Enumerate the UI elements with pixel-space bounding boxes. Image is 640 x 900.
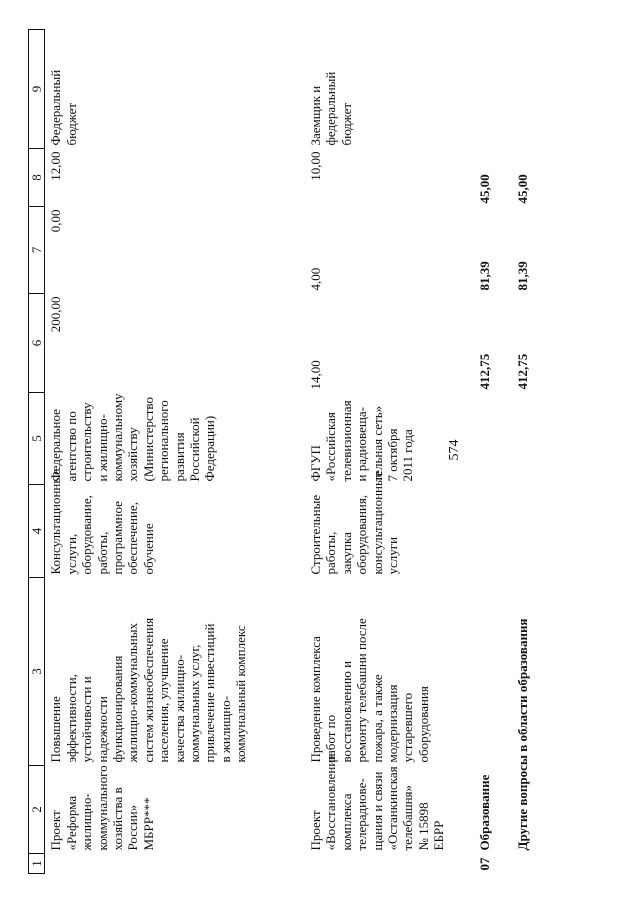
amount-col8: 45,00 — [514, 174, 530, 204]
header-cell: 8 — [29, 149, 45, 207]
amount-col6: 200,00 — [48, 296, 64, 333]
header-cell: 4 — [29, 485, 45, 578]
funding-source: Федеральный бюджет — [48, 69, 79, 146]
header-row — [29, 30, 45, 874]
amount-col7: 0,00 — [48, 209, 64, 233]
section-code — [513, 854, 543, 874]
section-code — [305, 854, 475, 874]
project-executor: Федеральное агентство по строительству и жилищно- коммунальному хозяйству (Министерство регионального развития Российской Федерации) — [48, 393, 218, 482]
budget-table — [28, 29, 543, 874]
project-row — [305, 30, 475, 874]
summary-row — [475, 30, 513, 874]
section-code — [45, 854, 305, 874]
amount-col8: 45,00 — [476, 174, 492, 204]
summary-row — [513, 30, 543, 874]
amount-col7: 81,39 — [476, 261, 492, 291]
project-name: Проект «Восстановление комплекса телерадиове- щания и связи «Останкинская телебашня» № 15898 ЕБРР — [307, 753, 447, 851]
project-name: Проект «Реформа жилищно- коммунального хозяйства в России» МБРР*** — [48, 765, 156, 851]
project-executor: ФГУП «Российская телевизионная и радиовеща- тельная сеть» 7 октября 2011 года — [307, 400, 416, 482]
amount-col8: 10,00 — [307, 151, 323, 181]
header-cell: 7 — [29, 207, 45, 294]
funding-source: Заемщик и федеральный бюджет — [307, 71, 354, 146]
project-goal: Повышение эффективности, устойчивости и надежности функционирования жилищно-коммунальных систем жизнеобеспечения населения, улучшение качества жилищно- коммунальных услуг, привлечение инвестиций в жилищно- коммунальный комплекс — [48, 617, 249, 763]
project-goal: Проведение комплекса работ по восстановлению и ремонту телебашни после пожара, а также модернизация устаревшего оборудования — [307, 618, 431, 763]
amount-col8: 12,00 — [48, 151, 64, 181]
header-cell: 9 — [29, 30, 45, 149]
amount-col7: 4,00 — [307, 267, 323, 291]
project-works: Строительные работы, закупка оборудования, консультационные услуги — [307, 471, 400, 575]
summary-label: Образование — [476, 774, 492, 851]
summary-label: Другие вопросы в области образования — [514, 618, 530, 851]
header-cell: 1 — [29, 854, 45, 874]
amount-col6: 14,00 — [307, 360, 323, 390]
amount-col7: 81,39 — [514, 261, 530, 291]
amount-col6: 412,75 — [514, 353, 530, 390]
header-cell: 3 — [29, 578, 45, 766]
amount-col6: 412,75 — [476, 353, 492, 390]
header-cell: 2 — [29, 766, 45, 854]
page-number: 574 — [447, 439, 462, 461]
project-works: Консультационные услуги, оборудование, работы, программное обеспечение, обучение — [48, 469, 156, 575]
header-cell: 5 — [29, 393, 45, 485]
header-cell: 6 — [29, 294, 45, 393]
section-code: 07 — [476, 857, 492, 871]
project-row — [45, 30, 305, 874]
